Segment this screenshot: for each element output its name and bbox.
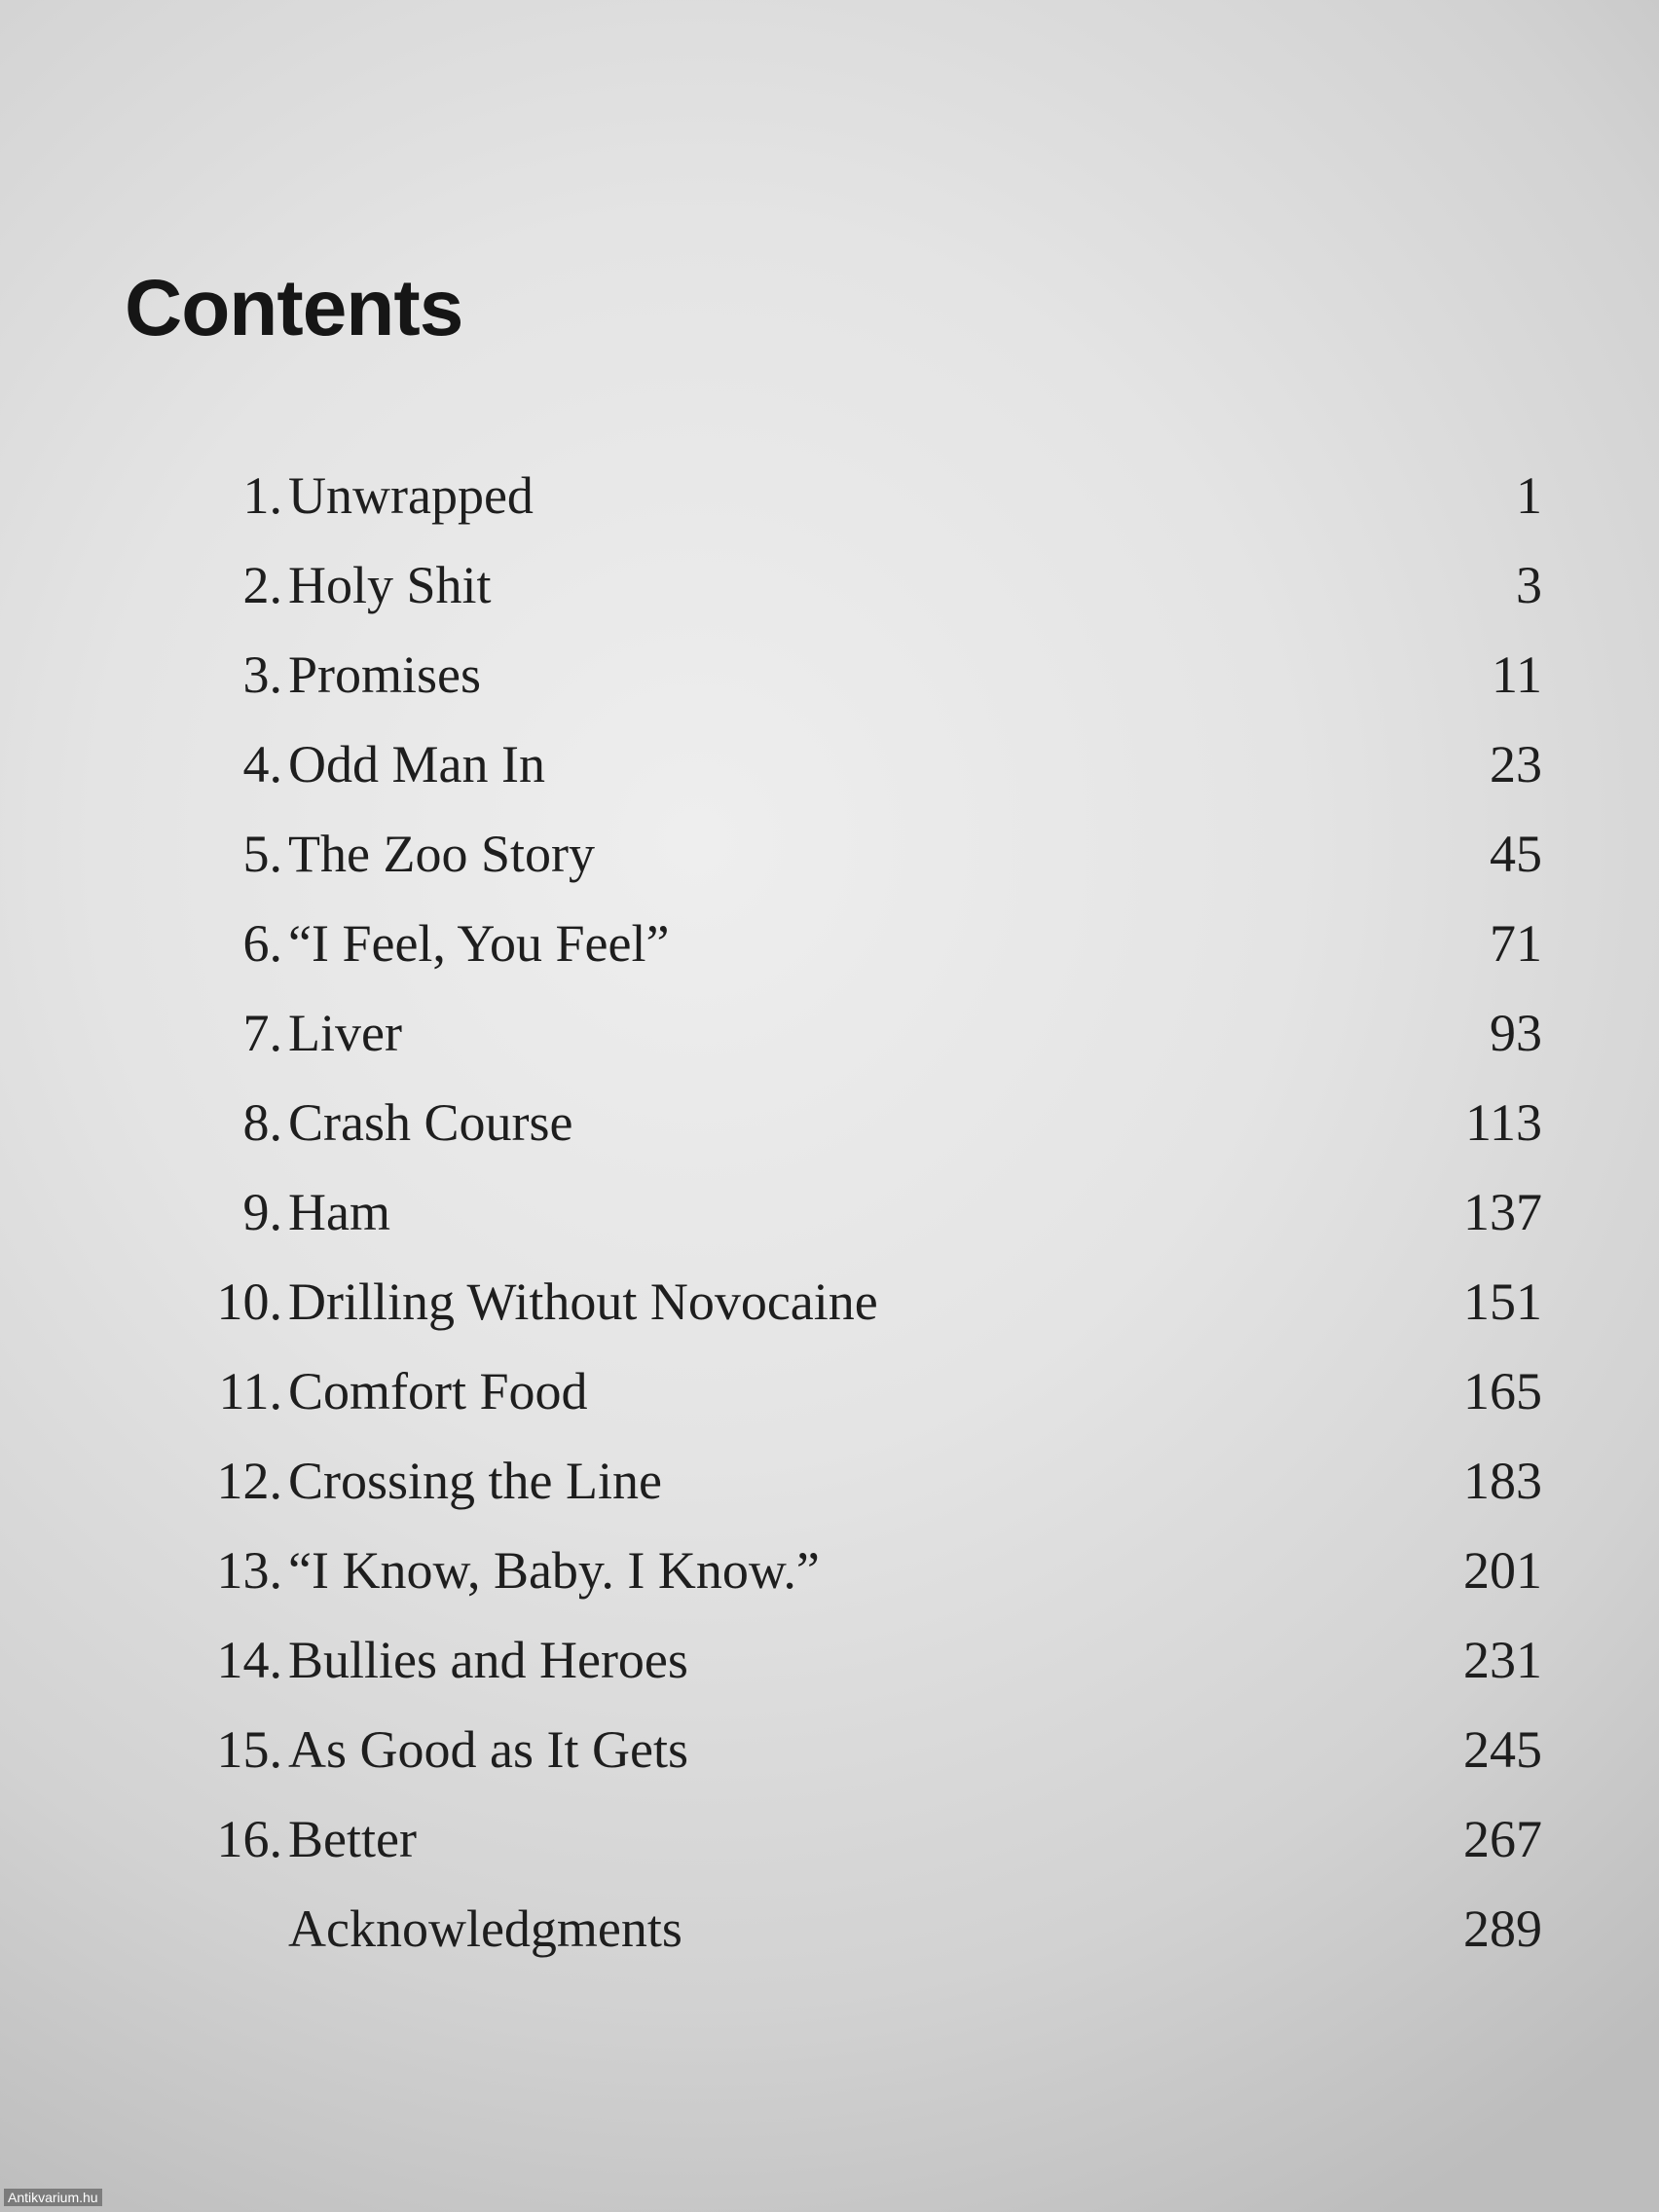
- toc-entry: [195, 1809, 1542, 1899]
- chapter-number: 4.: [242, 735, 282, 793]
- watermark-text: Antikvarium.hu: [4, 2189, 102, 2206]
- toc-entry: [195, 1003, 1542, 1092]
- chapter-number: 9.: [242, 1183, 282, 1241]
- chapter-number: 16.: [216, 1810, 282, 1868]
- chapter-number: 11.: [218, 1362, 282, 1420]
- chapter-title: “I Know, Baby. I Know.”: [288, 1541, 820, 1600]
- page-number: 245: [1463, 1720, 1542, 1779]
- toc-entry: [195, 1272, 1542, 1361]
- chapter-number: 6.: [242, 914, 282, 973]
- chapter-number: 15.: [216, 1720, 282, 1779]
- chapter-number: 2.: [242, 556, 282, 614]
- page-title: Contents: [125, 264, 463, 352]
- toc-entry: [195, 1540, 1542, 1630]
- toc-entry: [195, 1451, 1542, 1540]
- chapter-title: Promises: [288, 645, 482, 704]
- chapter-number: 8.: [242, 1093, 282, 1152]
- toc-entry: [195, 1092, 1542, 1182]
- toc-entry: [195, 1182, 1542, 1272]
- toc-entry: [195, 465, 1542, 555]
- toc-entry: [195, 824, 1542, 913]
- page-number: 201: [1463, 1541, 1542, 1600]
- chapter-title: Ham: [288, 1183, 390, 1241]
- table-of-contents: [195, 465, 1542, 1988]
- page-number: 23: [1490, 735, 1542, 793]
- chapter-title: Crash Course: [288, 1093, 573, 1152]
- toc-entry: [195, 555, 1542, 645]
- chapter-title: Odd Man In: [288, 735, 545, 793]
- page-number: 137: [1463, 1183, 1542, 1241]
- chapter-title: Acknowledgments: [288, 1899, 682, 1958]
- chapter-title: As Good as It Gets: [288, 1720, 688, 1779]
- chapter-number: 5.: [242, 825, 282, 883]
- chapter-number: 13.: [216, 1541, 282, 1600]
- chapter-number: 10.: [216, 1272, 282, 1331]
- page-number: 183: [1463, 1452, 1542, 1510]
- chapter-number: 7.: [242, 1004, 282, 1062]
- page-number: 113: [1465, 1093, 1542, 1152]
- chapter-title: The Zoo Story: [288, 825, 595, 883]
- page-number: 93: [1490, 1004, 1542, 1062]
- page-number: 1: [1516, 466, 1542, 525]
- chapter-title: Drilling Without Novocaine: [288, 1272, 878, 1331]
- toc-entry: [195, 645, 1542, 734]
- page-number: 165: [1463, 1362, 1542, 1420]
- chapter-title: Unwrapped: [288, 466, 534, 525]
- page-number: 11: [1492, 645, 1542, 704]
- chapter-number: 3.: [242, 645, 282, 704]
- chapter-title: Comfort Food: [288, 1362, 588, 1420]
- toc-entry: [195, 1719, 1542, 1809]
- chapter-title: Bullies and Heroes: [288, 1631, 688, 1689]
- page-number: 231: [1463, 1631, 1542, 1689]
- toc-entry: [195, 1899, 1542, 1988]
- toc-entry: [195, 913, 1542, 1003]
- page-number: 289: [1463, 1899, 1542, 1958]
- page-number: 3: [1516, 556, 1542, 614]
- page-number: 267: [1463, 1810, 1542, 1868]
- page-number: 45: [1490, 825, 1542, 883]
- chapter-title: Holy Shit: [288, 556, 492, 614]
- chapter-number: 14.: [216, 1631, 282, 1689]
- page-number: 151: [1463, 1272, 1542, 1331]
- chapter-number: 12.: [216, 1452, 282, 1510]
- toc-entry: [195, 734, 1542, 824]
- toc-entry: [195, 1361, 1542, 1451]
- chapter-title: Better: [288, 1810, 417, 1868]
- chapter-title: Liver: [288, 1004, 402, 1062]
- chapter-title: Crossing the Line: [288, 1452, 662, 1510]
- toc-entry: [195, 1630, 1542, 1719]
- chapter-title: “I Feel, You Feel”: [288, 914, 670, 973]
- chapter-number: 1.: [242, 466, 282, 525]
- page-number: 71: [1490, 914, 1542, 973]
